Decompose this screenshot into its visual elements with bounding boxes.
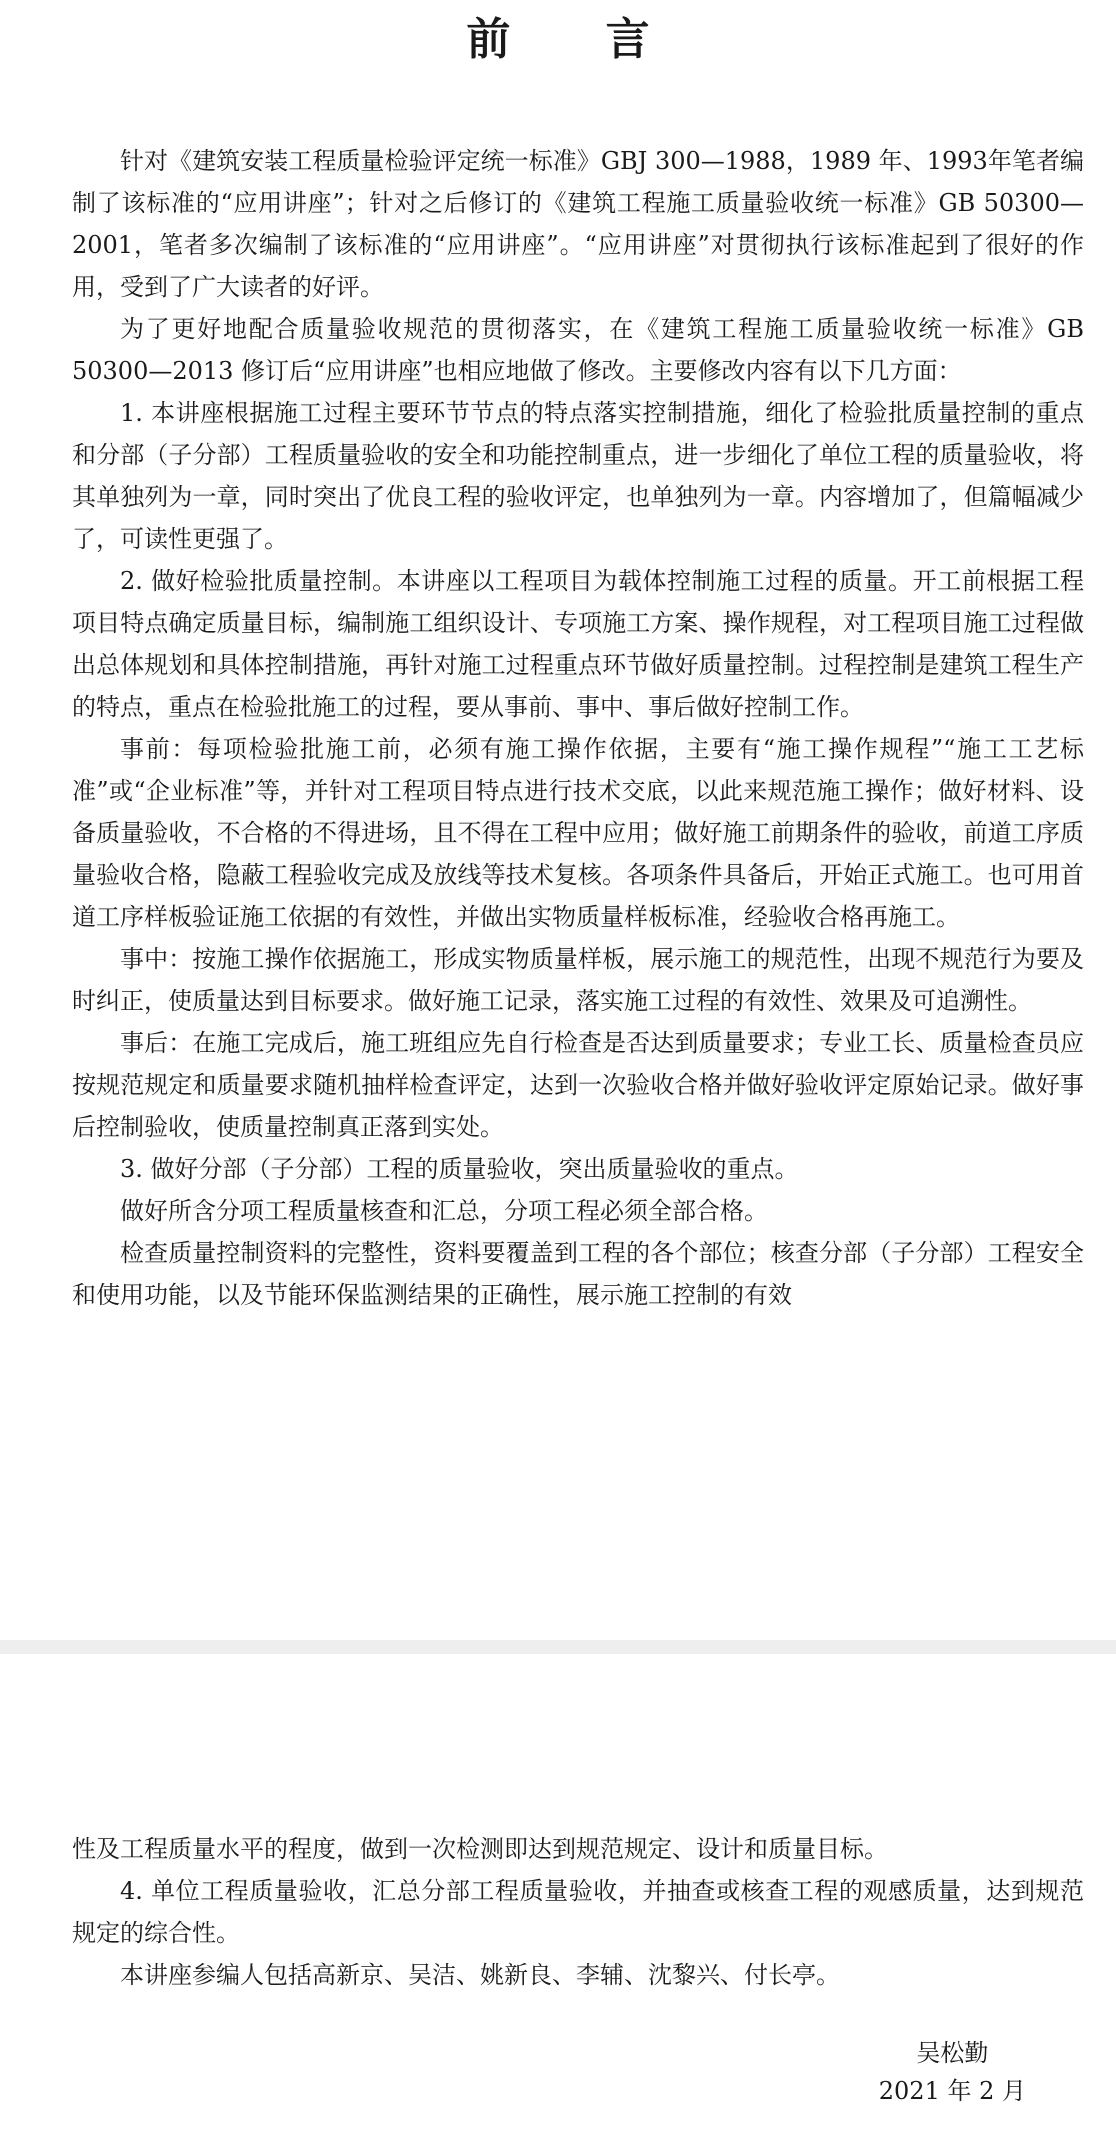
paragraph-continuation: 性及工程质量水平的程度，做到一次检测即达到规范规定、设计和质量目标。 <box>72 1835 888 1863</box>
paragraph-1: 针对《建筑安装工程质量检验评定统一标准》GBJ 300—1988，1989 年、1993年笔者编制了该标准的“应用讲座”；针对之后修订的《建筑工程施工质量验收统一标准》GB 50300—2001，笔者多次编制了该标准的“应用讲座”。“应用讲座”对贯彻执行该标准起到了很好的作用，受到了广大读者的好评。 <box>72 147 1084 301</box>
page-two <box>0 1654 1116 2136</box>
signature-block <box>879 2034 1026 2110</box>
paragraph-10: 检查质量控制资料的完整性，资料要覆盖到工程的各个部位；核查分部（子分部）工程安全和使用功能，以及节能环保监测结果的正确性，展示施工控制的有效 <box>72 1239 1084 1309</box>
paragraph-2: 为了更好地配合质量验收规范的贯彻落实，在《建筑工程施工质量验收统一标准》GB 50300—2013 修订后“应用讲座”也相应地做了修改。主要修改内容有以下几方面： <box>72 315 1084 385</box>
paragraph-12: 本讲座参编人包括高新京、吴洁、姚新良、李辅、沈黎兴、付长亭。 <box>120 1961 840 1989</box>
page-title: 前 言 <box>466 14 690 65</box>
preface-body-continued <box>72 1828 1084 1996</box>
paragraph-7: 事后：在施工完成后，施工班组应先自行检查是否达到质量要求；专业工长、质量检查员应按规范规定和质量要求随机抽样检查评定，达到一次验收合格并做好验收评定原始记录。做好事后控制验收，使质量控制真正落到实处。 <box>72 1029 1084 1141</box>
paragraph-9: 做好所含分项工程质量核查和汇总，分项工程必须全部合格。 <box>120 1197 768 1225</box>
paragraph-3: 1. 本讲座根据施工过程主要环节节点的特点落实控制措施，细化了检验批质量控制的重点和分部（子分部）工程质量验收的安全和功能控制重点，进一步细化了单位工程的质量验收，将其单独列为一章，同时突出了优良工程的验收评定，也单独列为一章。内容增加了，但篇幅减少了，可读性更强了。 <box>72 399 1084 553</box>
paragraph-11: 4. 单位工程质量验收，汇总分部工程质量验收，并抽查或核查工程的观感质量，达到规范规定的综合性。 <box>72 1877 1084 1947</box>
preface-body <box>72 140 1084 1316</box>
paragraph-6: 事中：按施工操作依据施工，形成实物质量样板，展示施工的规范性，出现不规范行为要及时纠正，使质量达到目标要求。做好施工记录，落实施工过程的有效性、效果及可追溯性。 <box>72 945 1084 1015</box>
paragraph-8: 3. 做好分部（子分部）工程的质量验收，突出质量验收的重点。 <box>120 1155 799 1183</box>
paragraph-5: 事前：每项检验批施工前，必须有施工操作依据，主要有“施工操作规程”“施工工艺标准”或“企业标准”等，并针对工程项目特点进行技术交底，以此来规范施工操作；做好材料、设备质量验收，不合格的不得进场，且不得在工程中应用；做好施工前期条件的验收，前道工序质量验收合格，隐蔽工程验收完成及放线等技术复核。各项条件具备后，开始正式施工。也可用首道工序样板验证施工依据的有效性，并做出实物质量样板标准，经验收合格再施工。 <box>72 735 1084 931</box>
paragraph-4: 2. 做好检验批质量控制。本讲座以工程项目为载体控制施工过程的质量。开工前根据工程项目特点确定质量目标，编制施工组织设计、专项施工方案、操作规程，对工程项目施工过程做出总体规划和具体控制措施，再针对施工过程重点环节做好质量控制。过程控制是建筑工程生产的特点，重点在检验批施工的过程，要从事前、事中、事后做好控制工作。 <box>72 567 1084 721</box>
author-name: 吴松勤 <box>916 2039 989 2067</box>
page-separator <box>0 1640 1116 1654</box>
signature-date: 2021 年 2 月 <box>878 2077 1026 2105</box>
